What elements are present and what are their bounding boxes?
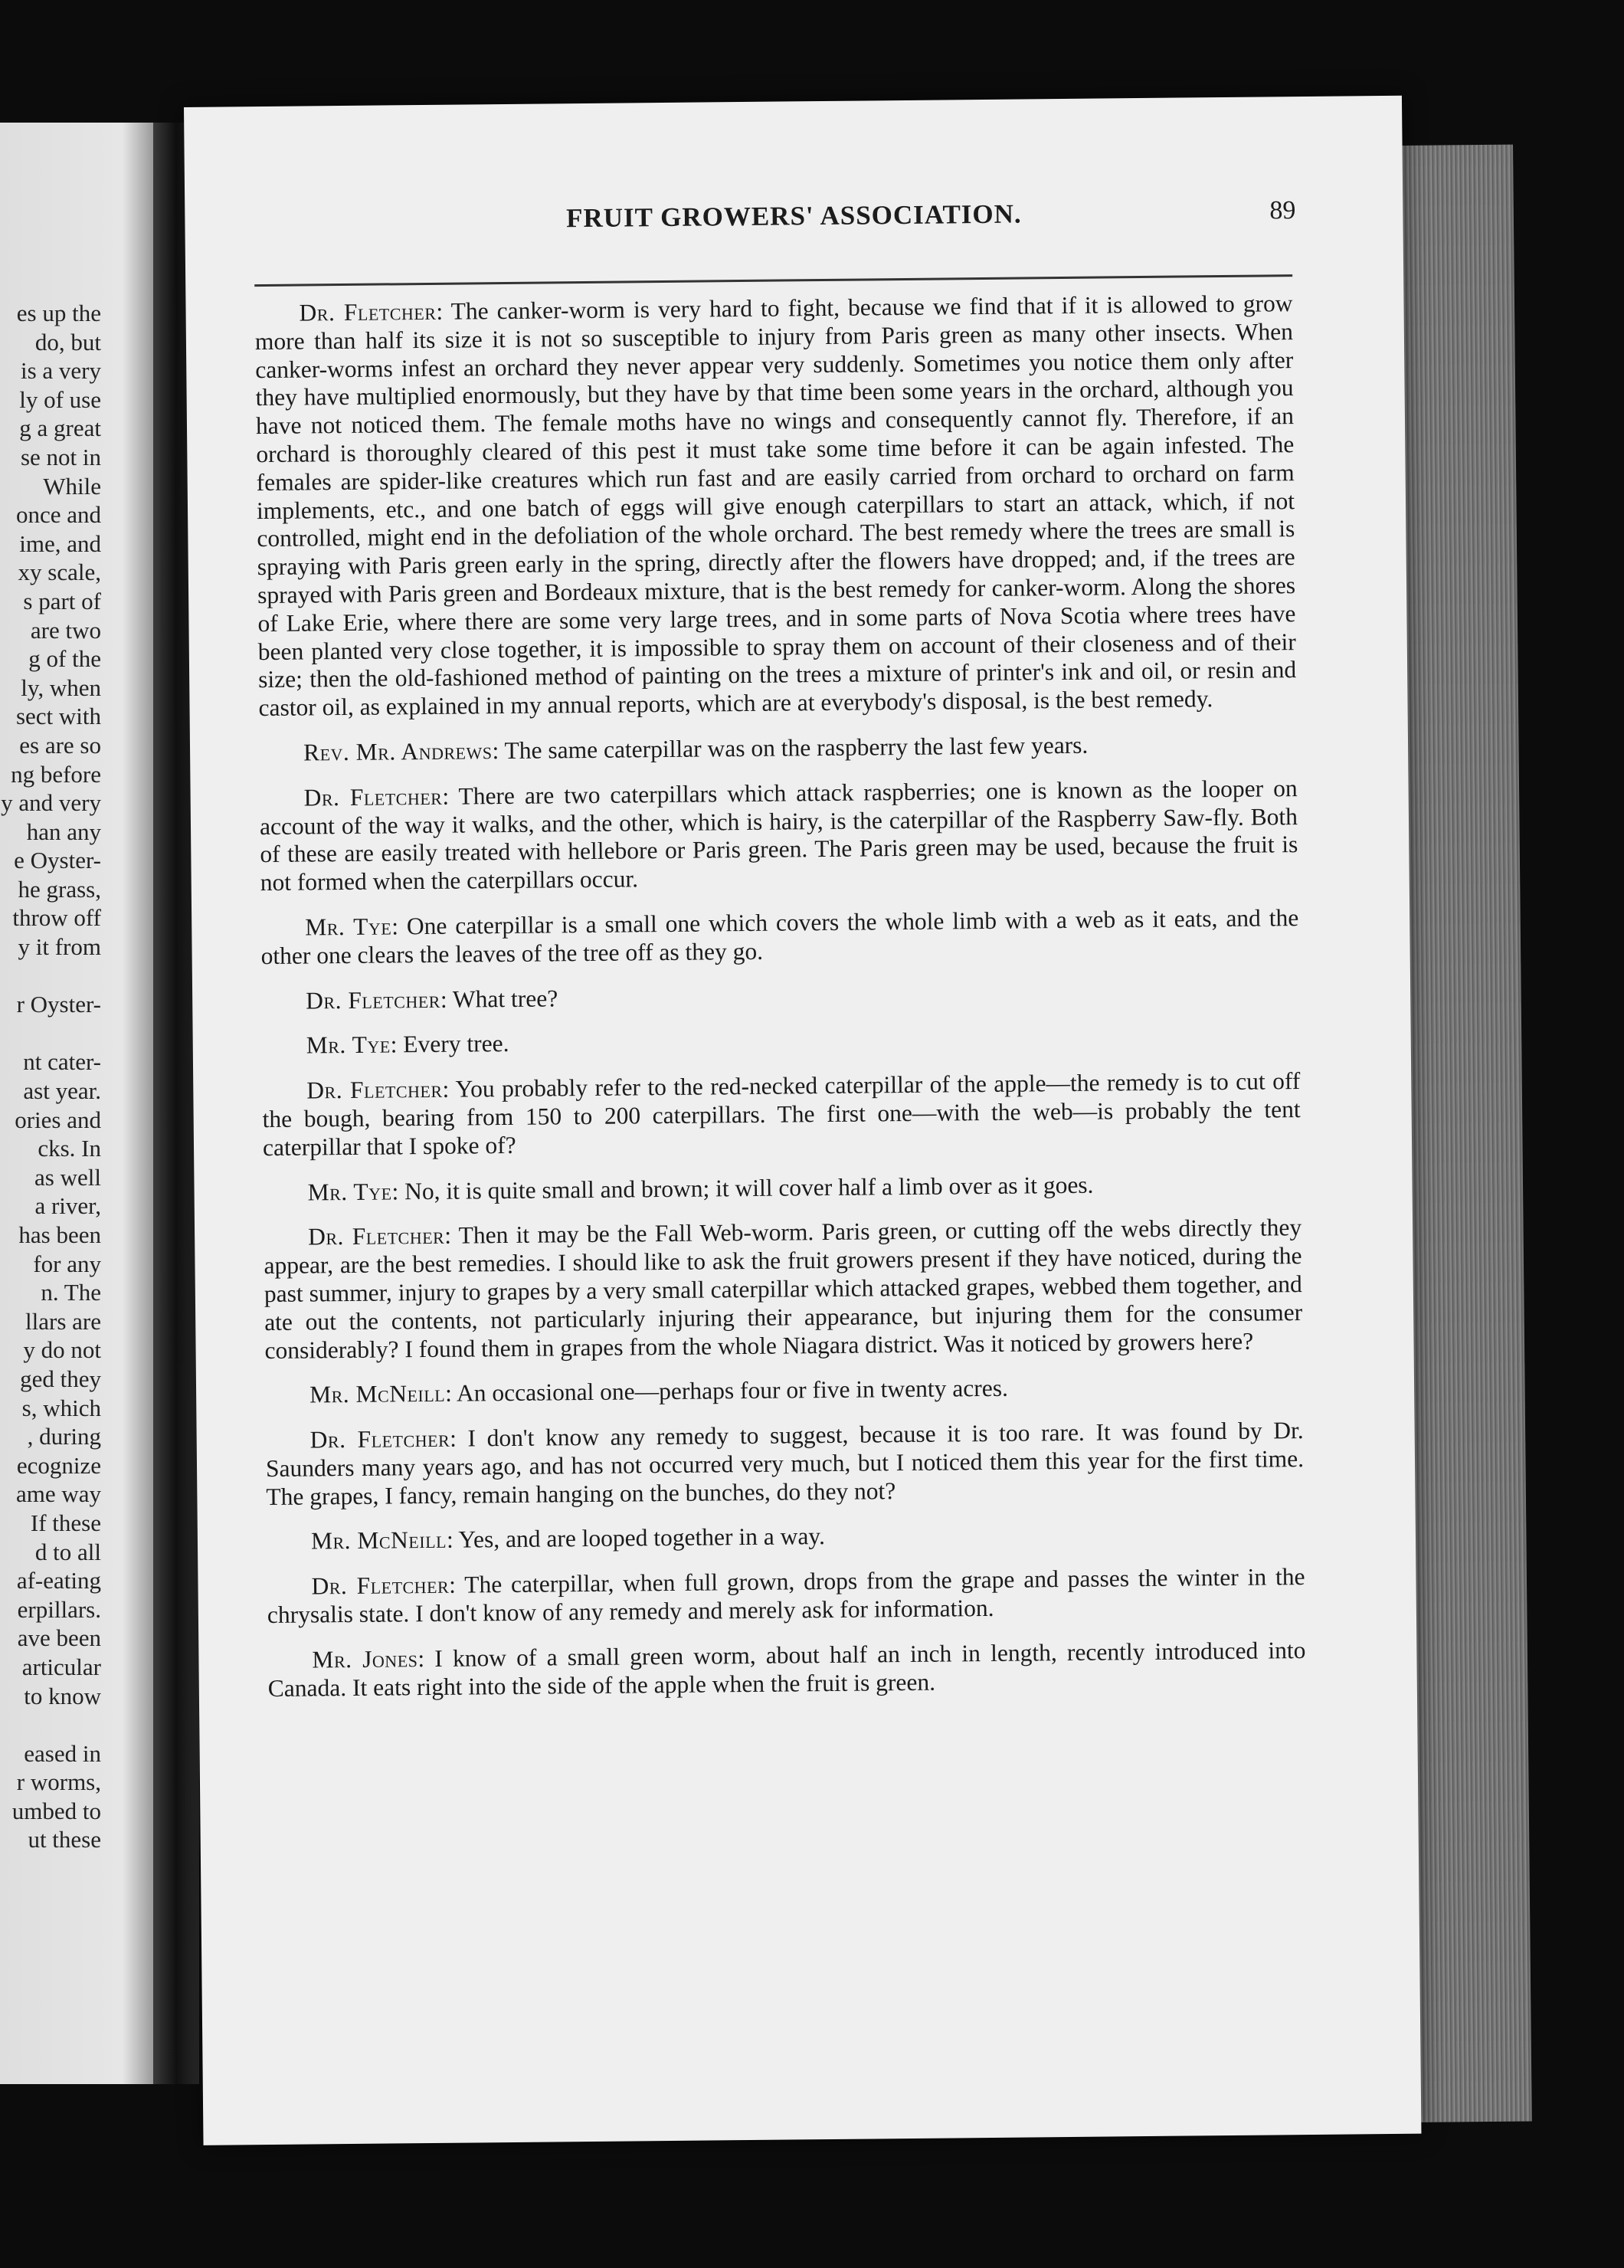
left-page-fragments bbox=[0, 299, 101, 1854]
left-page-line: are two bbox=[30, 616, 101, 644]
paragraph-text: : No, it is quite small and brown; it will cover half a limb over as it goes. bbox=[391, 1171, 1094, 1204]
left-page-line: to know bbox=[24, 1682, 101, 1709]
paragraph bbox=[260, 904, 1299, 971]
speaker-name: Mr. McNeill bbox=[309, 1380, 446, 1408]
left-page-line: y do not bbox=[23, 1336, 101, 1364]
left-page-line: ecognize bbox=[16, 1451, 101, 1479]
speaker-name: Mr. Tye bbox=[305, 913, 392, 941]
left-page-line: s part of bbox=[23, 587, 101, 615]
left-page-line: se not in bbox=[20, 443, 101, 470]
paragraph-text: : There are two caterpillars which attack raspberries; one is known as the looper on account of the way it walks, and the other, which is hairy, is the caterpillar of the Raspberry Saw-fly. Both of these are easily treated with hellebore or Paris green. The Paris green may be used, because the fruit is not formed when the caterpillars occur. bbox=[259, 774, 1298, 896]
left-page-line bbox=[0, 1710, 101, 1739]
paragraph bbox=[262, 1022, 1300, 1060]
speaker-name: Dr. Fletcher bbox=[307, 1222, 445, 1250]
left-page-line: is a very bbox=[20, 357, 101, 385]
speaker-name: Rev. Mr. Andrews bbox=[303, 737, 493, 766]
speaker-name: Dr. Fletcher bbox=[311, 1572, 450, 1600]
left-page bbox=[0, 123, 153, 2084]
paragraph bbox=[265, 1372, 1303, 1410]
running-head: FRUIT GROWERS' ASSOCIATION. bbox=[565, 198, 1022, 234]
left-page-line: xy scale, bbox=[18, 559, 101, 586]
speaker-name: Dr. Fletcher bbox=[303, 782, 443, 811]
paragraph bbox=[254, 290, 1296, 723]
paragraph-text: : I know of a small green worm, about half an inch in length, recently introduced into Canada. It eats right into the side of the apple when the fruit is green. bbox=[267, 1636, 1306, 1702]
paragraph-text: : One caterpillar is a small one which covers the whole limb with a web as it eats, and the other one clears the leaves of the tree off as they go. bbox=[260, 904, 1299, 969]
left-page-line: once and bbox=[15, 501, 101, 529]
speaker-name: Dr. Fletcher bbox=[306, 985, 441, 1014]
left-page-line bbox=[0, 1019, 101, 1048]
left-page-line: If these bbox=[30, 1509, 101, 1536]
left-page-line: af-eating bbox=[16, 1567, 101, 1594]
left-page-line: throw off bbox=[12, 904, 101, 932]
left-page-line: ame way bbox=[15, 1480, 101, 1508]
left-page-line: for any bbox=[33, 1250, 101, 1277]
left-page-line: erpillars. bbox=[17, 1595, 101, 1623]
left-page-line: eased in bbox=[24, 1739, 101, 1767]
paragraph bbox=[261, 978, 1299, 1016]
left-page-line: d to all bbox=[34, 1538, 101, 1565]
left-page-line: articular bbox=[21, 1653, 101, 1680]
speaker-name: Mr. Tye bbox=[306, 1031, 391, 1059]
paragraph-text: : Yes, and are looped together in a way. bbox=[446, 1522, 826, 1554]
left-page-line: ut these bbox=[28, 1826, 101, 1853]
left-page-line: es are so bbox=[19, 731, 101, 759]
left-page-line: ly of use bbox=[19, 385, 101, 413]
left-page-line: g a great bbox=[19, 415, 101, 442]
header-rule bbox=[254, 274, 1292, 287]
paragraph-text: : The caterpillar, when full grown, drops from the grape and passes the winter in the chrysalis state. I don't know of any remedy and merely ask for information. bbox=[267, 1563, 1305, 1629]
left-page-line: g of the bbox=[28, 645, 101, 673]
speaker-name: Dr. Fletcher bbox=[299, 297, 437, 326]
left-page-line: han any bbox=[26, 818, 101, 845]
page-edges bbox=[1402, 145, 1532, 2122]
paragraph-text: : Then it may be the Fall Web-worm. Paris green, or cutting off the webs directly they appear, are the best remedies. I should like to ask the fruit growers present if they have noticed, during the past summer, injury to grapes by a very small caterpillar which attacked grapes, webbed them together, and ate out the contents, not particularly injuring their appearance, but injuring them for the consumer considerably? I found them in grapes from the whole Niagara district. Was it noticed by growers here? bbox=[264, 1214, 1303, 1364]
paragraph bbox=[267, 1563, 1305, 1630]
left-page-line: , during bbox=[27, 1423, 101, 1450]
speaker-name: Mr. Tye bbox=[307, 1177, 392, 1206]
left-page-line: r worms, bbox=[16, 1768, 101, 1796]
left-page-line: While bbox=[43, 472, 101, 500]
paragraph bbox=[266, 1417, 1305, 1511]
left-page-line: do, but bbox=[34, 328, 101, 356]
paragraph bbox=[262, 1067, 1301, 1162]
left-page-line: llars are bbox=[25, 1307, 101, 1335]
paragraph-text: : What tree? bbox=[440, 984, 558, 1013]
paragraph-text: : The canker-worm is very hard to fight, because we find that if it is allowed to grow more than half its size it is not so susceptible to injury from Paris green as many other insects. When canker-worms infest an orchard they never appear very suddenly. Sometimes you notice them only after they have multiplied enormously, but they have by that time been some years in the orchard, although you have not noticed them. The female moths have no wings and consequently cannot fly. Therefore, if an orchard is thoroughly cleared of this pest it must take some time before it can be again infested. The females are spider-like creatures which run fast and are easily carried from orchard to orchard on farm implements, etc., and one batch of eggs will give enough caterpillars to start an attack, which, if not controlled, might end in the defoliation of the whole orchard. The best remedy where the trees are small is spraying with Paris green early in the spring, directly after the flowers have dropped; and, if the trees are sprayed with Paris green and Bordeaux mixture, that is the best remedy for canker-worm. Along the shores of Lake Erie, where there are some very large trees, and in some parts of Nova Scotia where trees have been planted very close together, it is impossible to spray them on account of their closeness and of their size; then the old-fashioned method of painting on the trees a mixture of printer's ink and oil, or resin and castor oil, as explained in my annual reports, which are at everybody's disposal, is the best remedy. bbox=[254, 290, 1297, 722]
left-page-line: sect with bbox=[15, 703, 101, 730]
left-page-line: e Oyster- bbox=[14, 847, 101, 874]
left-page-line: as well bbox=[34, 1163, 101, 1191]
left-page-line: has been bbox=[18, 1221, 101, 1248]
left-page-line: n. The bbox=[41, 1279, 101, 1306]
left-page-line: cks. In bbox=[38, 1135, 101, 1162]
paragraph bbox=[264, 1214, 1303, 1365]
paragraph bbox=[263, 1169, 1301, 1208]
paragraph bbox=[259, 729, 1297, 768]
left-page-line: umbed to bbox=[11, 1797, 101, 1824]
left-page-line: ly, when bbox=[21, 674, 101, 701]
paragraph bbox=[259, 775, 1298, 897]
page-number: 89 bbox=[1269, 196, 1296, 225]
left-page-line: ave been bbox=[17, 1624, 101, 1652]
left-page-line: ime, and bbox=[19, 529, 101, 557]
paragraph-text: : I don't know any remedy to suggest, because it is too rare. It was found by Dr. Saunders many years ago, and has not occurred very much, but I noticed them this year for the first time. The grapes, I fancy, remain hanging on the bunches, do they not? bbox=[265, 1417, 1305, 1510]
left-page-line: y it from bbox=[18, 933, 101, 961]
left-page-line: ories and bbox=[15, 1106, 101, 1133]
speaker-name: Dr. Fletcher bbox=[306, 1075, 443, 1104]
left-page-line: y and very bbox=[1, 789, 101, 817]
left-page-line: ng before bbox=[11, 760, 101, 788]
page-header bbox=[185, 195, 1403, 253]
paragraph-text: : An occasional one—perhaps four or five in twenty acres. bbox=[444, 1375, 1009, 1408]
paragraph-text: : Every tree. bbox=[390, 1030, 509, 1058]
speaker-name: Mr. McNeill bbox=[310, 1526, 447, 1555]
left-page-line: nt cater- bbox=[23, 1048, 101, 1076]
speaker-name: Dr. Fletcher bbox=[309, 1424, 450, 1454]
paragraph bbox=[267, 1519, 1305, 1557]
left-page-line: ast year. bbox=[23, 1077, 101, 1105]
left-page-line bbox=[0, 962, 101, 991]
paragraph bbox=[267, 1637, 1306, 1703]
paragraph-text: : The same caterpillar was on the raspberry the last few years. bbox=[492, 731, 1089, 765]
speaker-name: Mr. Jones bbox=[312, 1645, 418, 1673]
left-page-line: a river, bbox=[34, 1192, 101, 1220]
right-page bbox=[184, 96, 1421, 2145]
left-page-line: ged they bbox=[20, 1365, 101, 1392]
body-text bbox=[254, 290, 1306, 1719]
left-page-line: s, which bbox=[21, 1394, 101, 1421]
paragraph-text: : You probably refer to the red-necked caterpillar of the apple—the remedy is to cut off the bough, bearing from 150 to 200 caterpillars. The first one—with the web—is probably the tent caterpillar that I spoke of? bbox=[262, 1067, 1301, 1161]
left-page-line: es up the bbox=[16, 300, 101, 326]
left-page-line: r Oyster- bbox=[16, 991, 101, 1018]
left-page-line: he grass, bbox=[18, 875, 101, 903]
